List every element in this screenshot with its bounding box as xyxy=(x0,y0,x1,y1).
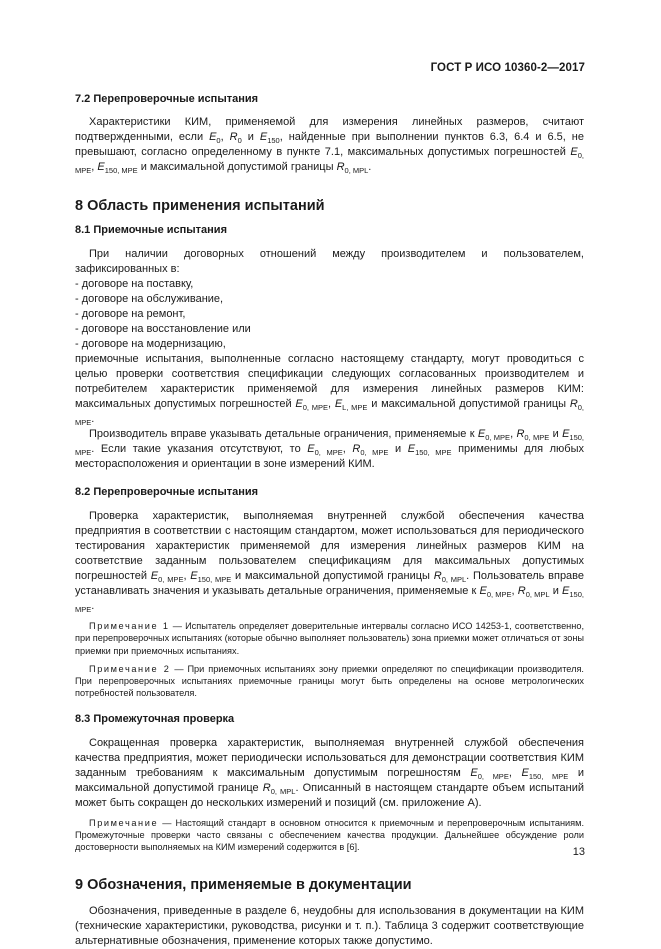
section-8-3-paragraph: Сокращенная проверка характеристик, выполняемая внутренней службой обеспечения качества предприятия, может периодически использоваться для демонстрации соответствия КИМ заданным требованиям к максимальным допустимым погрешностям $E_{0, MPE}$, $E_{150, MPE}$ и максимальной допустимой границе $R_{0, MPL}$. Описанный в настоящем стандарте объем испытаний может быть сокращен до нескольких измерений и позиций (см. приложение А). xyxy=(75,736,585,809)
section-8-1-heading: 8.1 Приемочные испытания xyxy=(75,224,227,236)
document-header: ГОСТ Р ИСО 10360-2—2017 xyxy=(430,62,585,74)
section-9-heading: 9 Обозначения, применяемые в документации xyxy=(75,876,412,893)
section-8-2-heading: 8.2 Перепроверочные испытания xyxy=(75,486,259,498)
page-number: 13 xyxy=(572,846,585,858)
note-1-text: — Испытатель определяет доверительные интервалы согласно ИСО 14253-1, соответственно, при перепроверочных испытаниях (которые обычно выполняет пользователь) зона приемки может отличаться от зоны приемки при приемочных испытаниях. xyxy=(75,621,584,656)
contract-list xyxy=(75,277,584,352)
note-2-text: — При приемочных испытаниях зону приемки определяют по спецификации производителя. При перепроверочных испытаниях приемочные границы могут быть определены на основе метрологических потребностей пользователя. xyxy=(75,663,584,699)
section-8-heading: 8 Область применения испытаний xyxy=(75,198,325,214)
note-8-3 xyxy=(75,817,584,854)
list-item: - договоре на восстановление или xyxy=(75,323,251,335)
section-7-2-heading: 7.2 Перепроверочные испытания xyxy=(75,93,259,105)
list-item: - договоре на ремонт, xyxy=(75,308,186,320)
note-1 xyxy=(75,620,584,657)
section-8-2-paragraph: Проверка характеристик, выполняемая внутренней службой обеспечения качества предприятия в соответствии с настоящим стандартом, может использоваться для периодического тестирования характеристик применяемой для измерения линейных размеров КИМ на соответствие заданным пользователем спецификациям для максимальных допустимых погрешностей $E_{0, MPE}$, $E_{150, MPE}$ и максимальной допустимой границы $R_{0, MPL}$. Пользователь вправе устанавливать значения и указывать детальные ограничения, применяемые к $E_{0, MPE}$, $R_{0, MPL}$ и $E_{150, MPE}$. xyxy=(75,510,585,614)
note-8-3-label: Примечание xyxy=(89,817,159,828)
list-item: - договоре на модернизацию, xyxy=(75,338,226,350)
note-1-label: Примечание 1 xyxy=(89,621,170,631)
list-item: - договоре на обслуживание, xyxy=(75,293,224,305)
section-8-1-intro: При наличии договорных отношений между производителем и пользователем, зафиксированных в: xyxy=(75,248,584,275)
section-8-1-paragraph-2: Производитель вправе указывать детальные ограничения, применяемые к $E_{0, MPE}$, $R_{0, MPE}$ и $E_{150, MPE}$. Если такие указания отсутствуют, то $E_{0, MPE}$, $R_{0, MPE}$ и $E_{150, MPE}$ применимы для любых месторасположения и ориентации в зоне измерений КИМ. xyxy=(75,428,585,470)
note-2 xyxy=(75,663,584,700)
note-8-3-text: — Настоящий стандарт в основном относится к приемочным и перепроверочным испытаниям. Промежуточные проверки часто связаны с обеспечением качества продукции. Дальнейшее обсуждение роли достоверности выполняемых на КИМ измерений содержится в [6]. xyxy=(75,817,584,853)
note-2-label: Примечание 2 xyxy=(89,663,171,674)
list-item: - договоре на поставку, xyxy=(75,278,194,290)
section-7-2-paragraph: Характеристики КИМ, применяемой для измерения линейных размеров, считают подтвержденными, если $E_0$, $R_0$ и $E_{150}$, найденные при выполнении пунктов 6.3, 6.4 и 6.5, не превышают, согласно определенному в пункте 7.1, максимальных допустимых погрешностей $E_{0, MPE}$, $E_{150, MPE}$ и максимальной допустимой границы $R_{0, MPL}$. xyxy=(75,116,584,175)
section-8-1-paragraph-1: приемочные испытания, выполненные согласно настоящему стандарту, могут проводиться с целью проверки соответствия спецификации следующих согласованных производителем и потребителем характеристик применяемой для измерения линейных размеров КИМ: максимальных допустимых погрешностей $E_{0, MPE}$, $E_{L, MPE}$ и максимальной допустимой границы $R_{0, MPE}$. xyxy=(75,353,585,427)
section-9-paragraph: Обозначения, приведенные в разделе 6, неудобны для использования в документации на КИМ (технические характеристики, руководства, рисунки и т. п.). Таблица 3 содержит соответствующие альтернативные обозначения, применение которых также допустимо. xyxy=(75,904,584,947)
section-8-3-heading: 8.3 Промежуточная проверка xyxy=(75,712,235,725)
page-content xyxy=(75,92,584,949)
